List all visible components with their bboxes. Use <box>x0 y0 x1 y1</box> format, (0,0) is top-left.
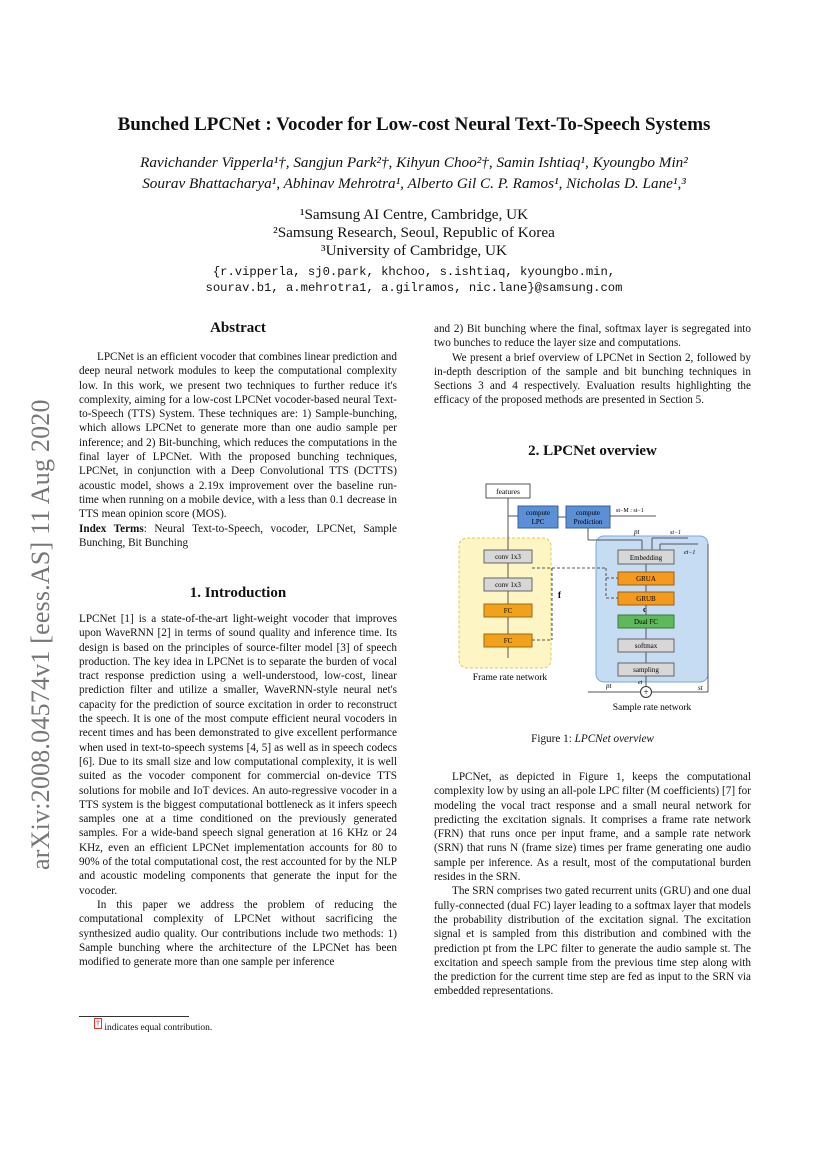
right-column-bottom <box>434 770 751 999</box>
fc1-label: FC <box>503 607 513 615</box>
footnote-rule <box>79 1016 189 1017</box>
conv1-label: conv 1x3 <box>495 553 521 561</box>
compute-lpc-line2: LPC <box>531 518 545 526</box>
author-line-2: Sourav Bhattacharya¹, Abhinav Mehrotra¹, Alberto Gil C. P. Ramos¹, Nicholas D. Lane¹,³ <box>142 175 686 192</box>
compute-lpc-line1: compute <box>525 509 551 517</box>
pt-bottom-label: pt <box>606 682 612 690</box>
st-1-label: st−1 <box>670 530 682 536</box>
abstract-section <box>79 350 397 550</box>
footnote-marker[interactable]: † <box>96 1019 100 1028</box>
right-column-top <box>434 322 751 408</box>
arxiv-stamp: arXiv:2008.04574v1 [eess.AS] 11 Aug 2020 <box>26 399 55 870</box>
et-1-label: et−1 <box>684 550 696 556</box>
caption-prefix: Figure 1: <box>531 733 572 745</box>
paper-overview: We present a brief overview of LPCNet in Section 2, followed by in-depth description of the sample and bit bunching techniques in Sections 3 and 4 respectively. Evaluation results highlighting the efficacy of the proposed methods are presented in Section 5. <box>434 351 751 407</box>
index-terms <box>79 522 397 551</box>
abstract-heading: Abstract <box>210 320 266 336</box>
index-terms-label: Index Terms <box>79 522 144 535</box>
email-line-1: {r.vipperla, sj0.park, khchoo, s.ishtiaq, kyoungbo.min, <box>212 265 616 279</box>
softmax-label: softmax <box>634 642 658 650</box>
features-label: features <box>496 487 520 496</box>
caption-text: LPCNet overview <box>574 733 654 745</box>
intro-paragraph-2: In this paper we address the problem of reducing the computational complexity of LPCNet without sacrificing the synthesized audio quality. Our contributions include two methods: 1) Sample bunching where the architecture of the LPCNet has been modified to generate more than one sample per inference <box>79 898 397 969</box>
contrib-continued: and 2) Bit bunching where the final, softmax layer is segregated into two bunches to reduce the layer size and computations. <box>434 323 751 350</box>
compute-prediction-line1: compute <box>575 509 601 517</box>
affiliation-2: ²Samsung Research, Seoul, Republic of Korea <box>273 224 555 241</box>
figure-caption <box>434 733 751 745</box>
index-terms-text: : Neural Text-to-Speech, vocoder, LPCNet, Sample Bunching, Bit Bunching <box>79 522 397 549</box>
sample-network-label: Sample rate network <box>612 703 692 713</box>
intro-paragraph-1: LPCNet [1] is a state-of-the-art light-weight vocoder that improves upon WaveRNN [2] in terms of sound quality and inference time. Its design is based on the principles of source-filter model [3] of speech production. The key idea in LPCNet is to separate the burden of vocal tract response prediction using a well-understood, low-cost, linear prediction filter and utilize a smaller, WaveRNN-style neural net's capacity for the prediction of source excitation in order to reconstruct the speech. It is one of the most compute efficient neural vocoders in recent times and has been demonstrated to give excellent performance when used in text-to-speech systems [4, 5] as well as in speech codecs [6]. Due to its small size and low computational complexity, it is well suited as the vocoder component for commercial on-device TTS solutions for mobile and IoT devices. An auto-regressive vocoder in a TTS system is the biggest computational bottleneck as it infers speech samples one at a time conditioned on the previously generated samples. For a wide-band speech signal generation at 16 KHz or 24 KHz, even an efficient LPCNet implementation accounts for 80 to 90% of the total computational cost, the rest accounted for by the NLP and acoustic modeling components that generate the input for the vocoder. <box>79 613 397 897</box>
footnote <box>94 1019 212 1033</box>
gru-a-label: GRUA <box>636 575 656 583</box>
sum-plus: + <box>643 687 649 697</box>
paper-title: Bunched LPCNet : Vocoder for Low-cost Neural Text-To-Speech Systems <box>117 114 711 135</box>
sample-history-label: st−M : st−1 <box>616 508 644 514</box>
gru-b-label: GRUB <box>636 595 656 603</box>
affiliation-3: ³University of Cambridge, UK <box>321 242 507 259</box>
abstract-body: LPCNet is an efficient vocoder that combines linear prediction and deep neural network modules to keep the computational complexity low. In this work, we present two techniques to further reduce it's complexity, aiming for a low-cost LPCNet vocoder-based neural Text-to-Speech (TTS) System. These techniques are: 1) Sample-bunching, which allows LPCNet to generate more than one audio sample per inference; and 2) Bit-bunching, which reduces the computations in the final layer of LPCNet. With the proposed bunching techniques, LPCNet, in conjunction with a Deep Convolutional TTS (DCTTS) acoustic model, shows a 2.19x improvement over the baseline run-time when running on a mobile device, with a less than 0.1 decrease in TTS mean opinion score (MOS). <box>79 351 397 521</box>
embedding-label: Embedding <box>629 554 663 562</box>
sampling-label: sampling <box>633 666 659 674</box>
intro-heading: 1. Introduction <box>189 585 287 601</box>
fc2-label: FC <box>503 637 513 645</box>
author-line-1: Ravichander Vipperla¹†, Sangjun Park²†, Kihyun Choo²†, Samin Ishtiaq¹, Kyoungbo Min² <box>140 154 688 171</box>
srn-description: The SRN comprises two gated recurrent units (GRU) and one dual fully-connected (dual FC) layer leading to a softmax layer that models the probability distribution of the excitation signal. The excitation signal et is sampled from this distribution and combined with the prediction pt from the LPC filter to generate the audio sample st. The excitation and speech sample from the previous time step along with the prediction for the current time step are fed as input to the SRN via embedded representations. <box>434 885 751 998</box>
affiliations <box>0 206 828 260</box>
lpcnet-figure <box>456 478 736 718</box>
affiliation-1: ¹Samsung AI Centre, Cambridge, UK <box>299 206 529 223</box>
footnote-text: indicates equal contribution. <box>104 1023 213 1034</box>
section2-heading: 2. LPCNet overview <box>528 443 657 459</box>
email-block <box>0 264 828 296</box>
frame-network-label: Frame rate network <box>472 673 548 683</box>
author-list <box>0 152 828 194</box>
c-label: c <box>643 605 647 614</box>
intro-section <box>79 612 397 969</box>
conv2-label: conv 1x3 <box>495 581 521 589</box>
lpcnet-description: LPCNet, as depicted in Figure 1, keeps the computational complexity low by using an all-pole LPC filter (M coefficients) [7] for modeling the vocal tract response and a small neural network for predicting the excitation signals. It comprises a frame rate network (FRN) that runs once per input frame, and a sample rate network (SRN) that runs N (frame size) times per frame generating one audio sample per inference. As a result, most of the computational burden resides in the SRN. <box>434 771 751 884</box>
et-label: et <box>638 680 643 686</box>
email-line-2: sourav.b1, a.mehrotra1, a.gilramos, nic.lane}@samsung.com <box>205 281 623 295</box>
f-label: f <box>558 590 561 600</box>
dual-fc-label: Dual FC <box>634 618 658 626</box>
compute-prediction-line2: Prediction <box>573 518 603 526</box>
st-label: st <box>698 684 703 692</box>
pt-top-label: pt <box>634 528 640 536</box>
